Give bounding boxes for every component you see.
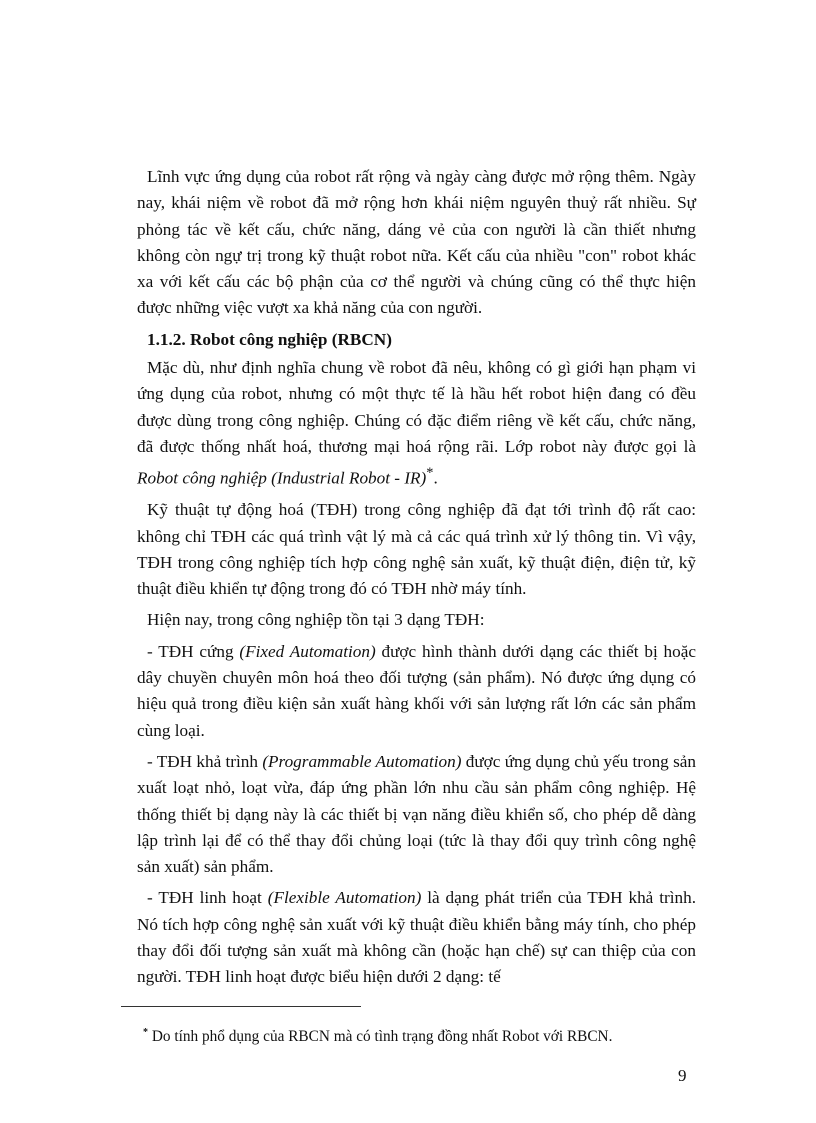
- page-number: 9: [678, 1066, 687, 1085]
- paragraph-programmable-automation: - TĐH khả trình (Programmable Automation) được ứng dụng chủ yếu trong sản xuất loạt nhỏ, loạt vừa, đáp ứng phần lớn nhu cầu sản phẩm công nghiệp. Hệ thống thiết bị dạng này là các thiết bị vạn năng điều khiển số, cho phép dễ dàng lập trình lại để có thể thay đổi chủng loại (tức là thay đổi quy trình công nghệ sản xuất) sản phẩm.: [137, 751, 697, 877]
- footnote-text: Do tính phổ dụng của RBCN mà có tình trạng đồng nhất Robot với RBCN.: [151, 1028, 613, 1046]
- footnote-divider: [121, 1006, 361, 1007]
- footnote-marker: *: [143, 1027, 148, 1038]
- footnote-marker: *: [426, 465, 434, 482]
- paragraph-automation: Kỹ thuật tự động hoá (TĐH) trong công nghiệp đã đạt tới trình độ rất cao: không chỉ TĐH các quá trình vật lý mà cả các quá trình xử lý thông tin. Vì vậy, TĐH trong công nghiệp tích hợp công nghệ sản xuất, kỹ thuật điện, điện tử, kỹ thuật điều khiển tự động trong đó có TĐH nhờ máy tính.: [137, 500, 696, 599]
- paragraph-fixed-automation: - TĐH cứng (Fixed Automation) được hình thành dưới dạng các thiết bị hoặc dây chuyền chuyên môn hoá theo đối tượng (sản phẩm). Nó được ứng dụng có hiệu quả trong điều kiện sản xuất hàng khối với sản lượng rất lớn các sản phẩm cùng loại.: [137, 641, 696, 740]
- paragraph-intro: Lĩnh vực ứng dụng của robot rất rộng và ngày càng được mở rộng thêm. Ngày nay, khái niệm về robot đã mở rộng hơn khái niệm nguyên thuỷ rất nhiều. Sự phỏng tác về kết cấu, chức năng, dáng vẻ của con người là cần thiết nhưng không còn ngự trị trong kỹ thuật robot nữa. Kết cấu của nhiều "con" robot khác xa với kết cấu các bộ phận của cơ thể người và chúng cũng có thể thực hiện được những việc vượt xa khả năng của con người.: [137, 167, 696, 318]
- paragraph-rbcn-definition: Mặc dù, như định nghĩa chung về robot đã nêu, không có gì giới hạn phạm vi ứng dụng của robot, nhưng có một thực tế là hầu hết robot hiện đang có đều được dùng trong công nghiệp. Chúng có đặc điểm riêng về kết cấu, chức năng, đã được thống nhất hoá, thương mại hoá rộng rãi. Lớp robot này được gọi là Robot công nghiệp (Industrial Robot - IR)*.: [137, 358, 696, 488]
- paragraph-flexible-automation: - TĐH linh hoạt (Flexible Automation) là dạng phát triển của TĐH khả trình. Nó tích hợp công nghệ sản xuất với kỹ thuật điều khiển bằng máy tính, cho phép thay đổi đối tượng sản xuất mà không cần (hoặc hạn chế) sự can thiệp của con người. TĐH linh hoạt được biểu hiện dưới 2 dạng: tế: [137, 888, 696, 987]
- paragraph-three-types: Hiện nay, trong công nghiệp tồn tại 3 dạng TĐH:: [147, 610, 485, 630]
- body-text: [137, 164, 696, 996]
- section-heading: 1.1.2. Robot công nghiệp (RBCN): [147, 329, 392, 349]
- footnote: [143, 1023, 703, 1047]
